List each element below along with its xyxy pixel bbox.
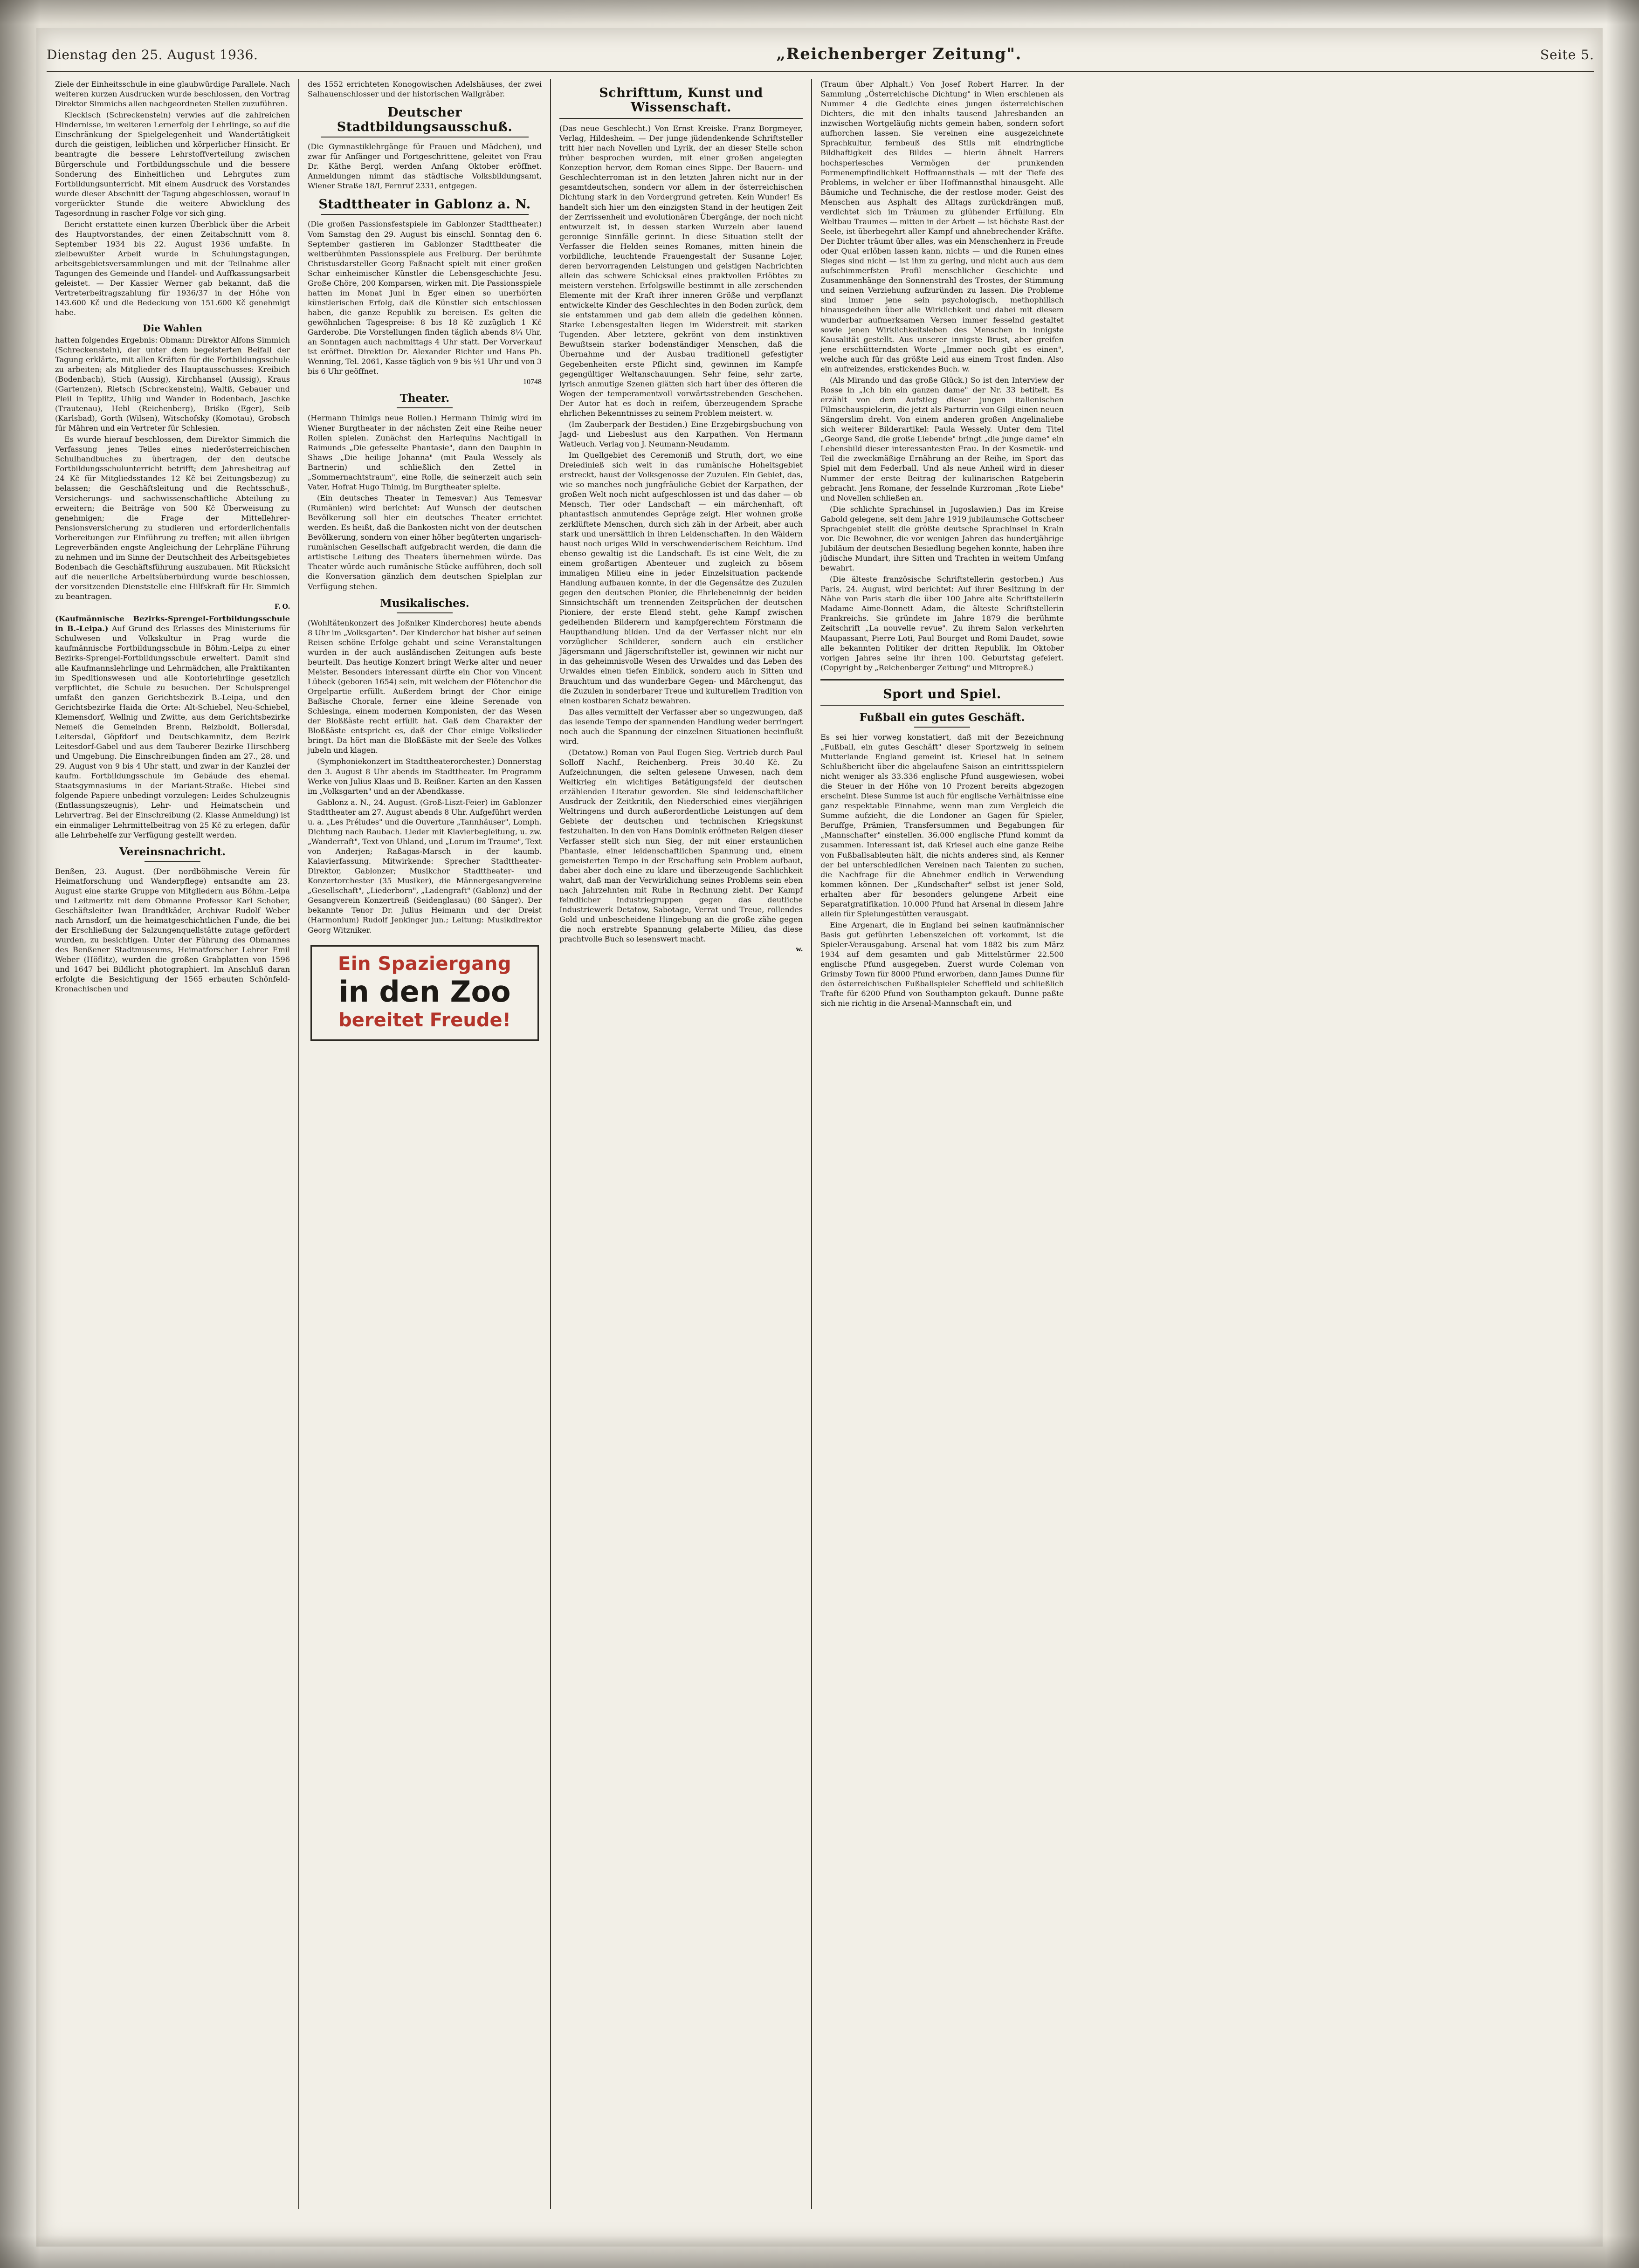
paragraph: (Im Zauberpark der Bestiden.) Eine Erzgebirgsbuchung von Jagd- und Liebeslust aus den Karpathen. Von Hermann Watleuch. Verlag von J. Neumann-Neudamm. (559, 419, 803, 448)
fussball-article-heading: Fußball ein gutes Geschäft. (859, 711, 1025, 724)
col1-wahlen (55, 335, 290, 602)
paragraph: Kleckisch (Schreckenstein) verwies auf die zahlreichen Hindernisse, im weiteren Lernerfolg der Lehrlinge, so auf die Einschränkung der Spielgelegenheit und Wandertätigkeit durch die geistigen, leiblichen und körperlicher Hinsicht. Er beantragte die bessere Lehrstoffverteilung zwischen Bürgerschule und Fortbildungsschule und die bessere Sonderung des Einheitlichen und Lehrgutes zum Fortbildungsunterricht. Mit einem Ausdruck des Vorstandes wurde dieser Abschnitt der Tagung abgeschlossen, worauf in vorgerückter Stunde die weitere Abwicklung des Tagesordnung in rascher Folge vor sich ging. (55, 110, 290, 218)
col3-body (559, 124, 803, 944)
paragraph: (Symphoniekonzert im Stadttheaterorchester.) Donnerstag den 3. August 8 Uhr abends im Stadttheater. Im Programm Werke von Julius Klaas und B. Reißner. Karten an den Kassen im „Volksgarten" und an der Abendkasse. (308, 757, 542, 796)
newspaper-title: „Reichenberger Zeitung". (776, 45, 1022, 63)
paragraph: (Detatow.) Roman von Paul Eugen Sieg. Vertrieb durch Paul Solloff Nachf., Reichenberg. Preis 30.40 Kč. Zu Aufzeichnungen, die selten gelesene Unwesen, nach dem Weltkrieg ein wichtiges Betätigungsfeld der deutschen erzählenden Literatur geworden. Sie sind leidenschaftlicher Ausdruck der Zeitkritik, den Niederschied eines vierjährigen Weltringens und durch außerordentliche Leistungen auf dem Gebiete der deutschen und technischen Kriegskunst festzuhalten. In den von Hans Dominik eröffneten Reigen dieser Verfasser stellt sich nun Sieg, der mit einer erstaunlichen Phantasie, einer leidenschaftlichen Spannung und, einem gemeisterten Tempo in der Erschaffung sein Problem aufbaut, dabei aber doch eine zu klare und überzeugende Sachlichkeit wahrt, daß man der Verwirklichung seines Problems sein eben nach Jahrzehnten mit Ruhe in Rechnung zieht. Der Kampf feindlicher Industriegruppen gegen das deutliche Industriewerk Detatow, Sabotage, Verrat und Treue, rollendes Gold und unbescheidene Hingebung an die große zähe gegen die noch erstrebte Spannung gelaberte Milieu, das diese prachtvolle Buch so lesenswert macht. (559, 748, 803, 944)
vereinsnachricht-heading: Vereinsnachricht. (119, 845, 226, 858)
sport-section-heading: Sport und Spiel. (883, 687, 1001, 701)
paragraph: Bericht erstattete einen kurzen Überblick über die Arbeit des Hauptvorstandes, der einen Zeitabschnitt vom 8. September 1934 bis 22. August 1936 umfaßte. In zielbewußter Arbeit wurde in Schulungstagungen, arbeitsgebietsversammlungen und mit der Teilnahme aller Tagungen des Gemeinde und Handel- und Auffkassungsarbeit geleistet. — Der Kassier Werner gab bekannt, daß die Vertreterbeitragszahlung für 1936/37 in der Höhe von 143.600 Kč und die Bedeckung von 151.600 Kč genehmigt habe. (55, 220, 290, 317)
scan-shadow-right (1606, 0, 1639, 2268)
paragraph: (Ein deutsches Theater in Temesvar.) Aus Temesvar (Rumänien) wird berichtet: Auf Wunsch der deutschen Bevölkerung soll hier ein deutsches Theater errichtet werden. Es heißt, daß die Bankosten nicht von der deutschen Bevölkerung, sondern von einer höher begüterten ungarisch-rumänischen Gesellschaft aufgebracht werden, die dann die artistische Leitung des Theaters übernehmen würde. Das Theater würde auch rumänische Stücke aufführen, doch soll die Konversation gänzlich dem deutschen Spielplan zur Verfügung stehen. (308, 493, 542, 591)
heading-rule (559, 118, 803, 119)
stadttheater-heading: Stadttheater in Gablonz a. N. (318, 197, 531, 212)
section-separator (820, 679, 1064, 680)
paragraph: Im Quellgebiet des Ceremoniß und Struth, dort, wo eine Dreiedinieß sich weit in das rumänische Hoheitsgebiet erstreckt, haust der Volksgenosse der Zuzulen. Ein Gebiet, das, wie so manches noch jungfräuliche Gebiet der Karpathen, der großen Welt noch nicht aufgeschlossen ist und das daher — ob Mensch, Tier oder Landschaft — ein märchenhaft, oft phantastisch anmutendes Gepräge zeigt. Hier wohnen große zerklüftete Menschen, durch sich zäh in der Arbeit, aber auch stark und unersättlich in ihren Leidenschaften. In den Wäldern haust noch uriges Wild in verschwenderischem Reichtum. Und ebenso gewaltig ist die Landschaft. Es ist eine Welt, die zu einem großartigen Abenteuer und zugleich zu bösem immaligen Milieu eine in jeder Einzelsituation packende Handlung aufbauen konnte, in der die Gegensätze des Zuzulen gegen den deutschen Pionier, die Ehrlebeneinnig der beiden Sinnsichtschäft um trennenden Zeitsprüchen der deutschen Pioniere, der erste Elend steht, gehe Kampf zwischen gedeihenden Bilderern und kampfgerechtem Förstmann die Haupthandlung bilden. Und da der Verfasser nicht nur ein vorzüglicher Schilderer, sondern auch ein erstlicher Jägersmann und Jägerschriftsteller ist, gewinnen wir nicht nur in das geheimnisvolle Wesen des Urwaldes und das Leben des Urwaldes einen tiefen Einblick, sondern auch in Sitten und Brauchtum und das wunderbare Gegen- und Märchengut, das die Zuzulen in sonderbarer Treue und kulturellem Tradition von einen kostbaren Schatz bewahren. (559, 451, 803, 705)
col4-sport-body (820, 732, 1064, 1009)
heading-rule (145, 861, 200, 862)
paragraph: Es wurde hierauf beschlossen, dem Direktor Simmich die Verfassung jenes Teiles eines niederösterreichischen Schulhandbuches zu übertragen, der den deutsche Fortbildungsschulunterricht betrifft; dem Jahresbeitrag auf 24 Kč für Mitgliedsstandes 12 Kč bei Zeitungsbezug) zu belassen; die Geschäftsleitung und die Rechtsschuß-, Versicherungs- und sachwissenschaftliche Abteilung zu erweitern; die Beiträge von 500 Kč Überweisung zu genehmigen; die Frage der Mittellehrer-Pensionsversicherung zu studieren und erforderlichenfalls Vorbereitungen zur Einführung zu treffen; mit allen übrigen Legreverbänden engste Angleichung der Lehrpläne Führung zu nehmen und im Sinne der Deutschheit des Arbeitsgebietes Bodenbach die Geschäftsführung auszubauen. Mit Rücksicht auf die neuerliche Arbeitsüberbürdung wurde beschlossen, der vorsitzenden Dienststelle eine Hilfskraft für Hr. Simmich zu beantragen. (55, 435, 290, 601)
col3-signature: w. (796, 945, 803, 954)
heading-rule (820, 705, 1064, 706)
masthead-rule (47, 71, 1594, 72)
heading-rule (321, 214, 529, 215)
ad-line-2: in den Zoo (338, 974, 511, 1009)
zoo-advertisement[interactable] (310, 945, 539, 1041)
heading-rule (397, 407, 453, 408)
paragraph: Benßen, 23. August. (Der nordböhmische Verein für Heimatforschung und Wanderpflege) entsandte am 23. August eine starke Gruppe von Mitgliedern aus Böhm.-Leipa und Leitmeritz mit dem Obmanne Professor Karl Schober, Geschäftsleiter Iwan Brandtkäder, Archivar Rudolf Weber nach Arnsdorf, um die heimatgeschichtlichen Funde, die bei der Erschließung der Salzungenquellstätte zutage gefördert wurden, zu besichtigen. Unter der Führung des Obmannes des Benßener Stadtmuseums, Heimatforscher Lehrer Emil Weber (Höflitz), wurden die großen Grabplatten von 1596 und 1647 bei Bildlicht photographiert. Im Anschluß daran erfolgte die Besichtigung der 1565 erbauten Schönfeld-Kronachischen und (55, 866, 290, 994)
kaufmaennisch-lead: (Kaufmännische Bezirks-Sprengel-Fortbildungsschule in B.-Leipa.) (55, 614, 290, 633)
paragraph: (Als Mirando und das große Glück.) So ist den Interview der Rosse in „Ich bin ein ganzen dame" der Nr. 33 betitelt. Es erzählt von dem Aufstieg dieser jungen italienischen Filmschauspielerin, die jetzt als Parturrin von Gilgi einen neuen Sängerslim dreht. Von einem anderen großen Angelinaliebe sich weiterer Bilderartikel: Paula Wessely. Unter dem Titel „George Sand, die große Liebende" bringt „die junge dame" ein Lebensbild dieser interessantesten Frau. In der Kosmetik- und Teil die zweckmäßige Ernährung an der Reihe, im Sport das Spiel mit dem Federball. Und als neue Anheil wird in dieser Nummer der erste Beitrag der kulinarischen Ratgeberin gebracht. Jens Romane, der fesselnde Kurzroman „Rote Liebe" und Novellen schließen an. (820, 375, 1064, 502)
issue-date: Dienstag den 25. August 1936. (47, 47, 258, 62)
wahlen-heading: Die Wahlen (143, 322, 202, 334)
paragraph: des 1552 errichteten Konogowischen Adelshäuses, der zwei Salhauenschlosser und der historischen Wallgräber. (308, 80, 542, 99)
col1-kaufmaennisch (55, 614, 290, 839)
musikalisches-heading: Musikalisches. (380, 597, 469, 610)
paragraph: Das alles vermittelt der Verfasser aber so ungezwungen, daß das lesende Tempo der spannenden Handlung weder berringert noch auch die Spannung der einzelnen Situationen beeinflußt wird. (559, 707, 803, 746)
paragraph: (Traum über Alphalt.) Von Josef Robert Harrer. In der Sammlung „Österreichische Dichtung" in Wien erschienen als Nummer 4 die Gedichte eines jungen österreichischen Dichters, die mit den inhalts tausend Jahresbanden an inzwischen Wortgeläufig nichts gemein haben, sondern sofort aufhorchen lassen. Sie vereinen eine ausgezeichnete Sprachkultur, fernbeuß des Stils mit eindringliche Bildhaftigkeit des Bildes — hierin ähnelt Harrers hochsperiesches Vermögen der prunkenden Formenempfindlichkeit Hoffmannsthals — mit der Tiefe des Problems, in welcher er über Hoffmannsthal hinausgeht. Alle Bäumiche und Technische, die der restlose moder. Geist des Menschen aus Asphalt des Alltags zurückdrängen muß, verdichtet sich im Träumen zu glühender Erfüllung. Ein Weltbau Traumes — mitten in der Arbeit — ist höchste Rast der Seele, ist überbegehrt aller Kampf und ahnebrechender Kräfte. Der Dichter träumt über alles, was ein Menschenherz in Freude oder Qual erlöben lassen kann, nichts — und die Runen eines Sieges sind nicht — ist ihm zu gering, und nicht auch aus dem aufschimmerfsten Profil menschlicher Geschichte und Zusammenhänge den Sonnenstrahl des Trostes, der Stimmung und seinen Verziehung aufzuründen zu lassen. Die Probleme sind immer jene sein psychologisch, methophilisch hinausgedeihen über alle Wirklichkeit und dabei mit diesem wunderbar aufmerksamen Versen immer fesselnd gestaltet sowie jenen Wirklichkeitsleben des Menschen in innigste Kausalität gestellt. Aus unserer innigste Brust, aber greifen jene erschütterndsten Worte „Immer noch gibt es einen", welche auch für das größte Leid aus einem Trost finden. Also ein aufreizendes, erstickendes Buch. w. (820, 80, 1064, 373)
wahlen-signature: F. O. (275, 603, 290, 611)
col2-musik (308, 618, 542, 935)
col4-body (820, 79, 1064, 673)
scan-shadow-left (0, 0, 40, 2268)
ad-line-3: bereitet Freude! (338, 1009, 511, 1031)
stadtbildungsausschuss-heading: Deutscher Stadtbildungsausschuß. (337, 105, 513, 135)
column-3 (550, 79, 811, 2209)
paragraph: (Die älteste französische Schriftstellerin gestorben.) Aus Paris, 24. August, wird berichtet: Auf ihrer Besitzung in der Nähe von Paris starb die über 100 Jahre alte Schriftstellerin Madame Aime-Bonnett Adam, die älteste Schriftstellerin Frankreichs. Sie gründete im Jahre 1879 die berühmte Zeitschrift „La nouvelle revue". Zu ihrem Salon verkehrten Maupassant, Pierre Loti, Paul Bourget und Romi Daudet, sowie alle bekannten Politiker der dritten Republik. Im Oktober vorigen Jahres seine ihr ihren 100. Geburtstag gefeiert. (Copyright by „Reichenberger Zeitung" und Mitropreß.) (820, 575, 1064, 672)
paragraph: hatten folgendes Ergebnis: Obmann: Direktor Alfons Simmich (Schreckenstein), der unter dem begeisterten Beifall der Tagung erklärte, mit allen Kräften für die Fortbildungsschule zu arbeiten; als Mitglieder des Hauptausschusses: Kreibich (Bodenbach), Stich (Aussig), Kirchhansel (Aussig), Kraus (Gartenzen), Rietsch (Schreckenstein), Waltß, Gebauer und Pleil in Teplitz, Uhlig und Wander in Bodenbach, Jaschke (Trautenau), Hebl (Reichenberg), Briśko (Eger), Seib (Karlsbad), Gorth (Wilsen), Witschofsky (Komotau), Grobsch für Mähren und ein Vertreter für Schlesien. (55, 335, 290, 433)
col1-verein (55, 866, 290, 994)
paragraph: (Die Gymnastiklehrgänge für Frauen und Mädchen), und zwar für Anfänger und Fortgeschrittene, geleitet von Frau Dr. Käthe Bergl, werden Anfang Oktober eröffnet. Anmeldungen nimmt das städtische Volksbildungsamt, Wiener Straße 18/I, Fernruf 2331, entgegen. (308, 142, 542, 191)
paragraph: (Hermann Thimigs neue Rollen.) Hermann Thimig wird im Wiener Burgtheater in der nächsten Zeit eine Reihe neuer Rollen spielen. Zunächst den Harlequins Nachtigall in Raimunds „Die gefesselte Phantasie", dann den Dauphin in Shaws „Die heilige Johanna" (mit Paula Wessely als Bartnerin) und schließlich den Zettel in „Sommernachtstraum", eine Rolle, die seinerzeit auch sein Vater, Hofrat Hugo Thimig, im Burgtheater spielte. (308, 413, 542, 491)
column-2 (298, 79, 550, 2209)
col2-theater (308, 413, 542, 591)
paragraph: Ziele der Einheitsschule in eine glaubwürdige Parallele. Nach weiteren kurzen Ausdrucken wurde beschlossen, den Vortrag Direktor Simmichs allen nachgeordneten Stellen zuzuführen. (55, 80, 290, 109)
schrifttum-section-heading: Schrifttum, Kunst und Wissenschaft. (599, 86, 763, 115)
paragraph: Es sei hier vorweg konstatiert, daß mit der Bezeichnung „Fußball, ein gutes Geschäft" dieser Sportzweig in seinem Mutterlande England gemeint ist. Kriesel hat in seinem Schlußbericht über die abgelaufene Saison an eintrittsspielern nicht weniger als 33.336 englische Pfund ausgewiesen, wobei die Steuer in der Höhe von 10 Prozent bereits abgezogen erscheint. Diese Summe ist auch für englische Verhältnisse eine ganz respektable Einnahme, wenn man zum Vergleich die Summe aufzieht, die die Londoner an Gagen für Spieler, Beruffge, Prämien, Transfersummen und Begabungen für „Mannschafter" einstellen. 36.000 englische Pfund kommt da zusammen. Interessant ist, daß Kriesel auch eine ganze Reihe von Fußballsableuten hält, die nichts anderes sind, als Kenner der bei unterschiedlichen Vereinen nach Talenten zu suchen, die Nachfrage für die Abnehmer endlich in Verwendung kommen können. Der „Kundschafter" selbst ist jener Sold, erhalten aber für besonders gelungene Arbeit eine Separatgratifikation. 10.000 Pfund hat Arsenal in diesem Jahre allein für Spielungestütten verausgabt. (820, 732, 1064, 918)
paragraph: Eine Argenart, die in England bei seinen kaufmännischer Basis gut geführten Lebenszeichen oft vorkommt, ist die Spieler-Verausgabung. Arsenal hat vom 1882 bis zum März 1934 auf dem gesamten und gab Mittelstürmer 22.500 englische Pfund ausgegeben. Zuerst wurde Coleman von Grimsby Town für 8000 Pfund erworben, dann James Dunne für den österreichischen Fußballspieler Scheffield und schließlich Trafte für 6200 Pfund von Southampton gekauft. Dunne paßte sich nie richtig in die Arsenal-Mannschaft ein, und (820, 920, 1064, 1008)
kaufmaennisch-body: Auf Grund des Erlasses des Ministeriums für Schulwesen und Volkskultur in Prag wurde die kaufmännische Fortbildungsschule in Böhm.-Leipa zu einer Bezirks-Sprengel-Fortbildungsschule erweitert. Damit sind alle Kaufmannslehrlinge und Lehrmädchen, alle Praktikanten im Speditionswesen und alle Kontorlehrlinge gesetzlich verpflichtet, die Schule zu besuchen. Der Schulsprengel umfaßt den ganzen Gerichtsbezirk B.-Leipa, und den Gerichtsbezirke Haida die Orte: Alt-Schiebel, Neu-Schiebel, Klemensdorf, Wellnig und Zwitte, aus dem Gerichtsbezirke Nemeß die Gemeinden Brenn, Reizboldt, Bollersdal, Leitersdal, Göpfdorf und Deutschkamnitz, dem Bezirk Leitesdorf-Gabel und aus dem Tauberer Bezirke Hirschberg und Umgebung. Die Einschreibungen finden am 27., 28. und 29. August von 9 bis 4 Uhr statt, und zwar in der Kanzlei der kaufm. Fortbildungsschule im Gebäude des ehemal. Staatsgymnasiums in der Mariant-Straße. Hiebei sind folgende Papiere unbedingt vorzulegen: Leides Schulzeugnis (Entlassungszeugnis), Lehr- und Heimatschein und Lehrvertrag. Bei der Einschreibung (2. Klasse Anmeldung) ist ein einmaliger Lehrmittelbeitrag von 25 Kč zu erlegen, dafür alle Lehrbehelfe zur Verfügung gestellt werden. (55, 624, 290, 839)
col2-stadttheater (308, 219, 542, 376)
advert-number: 10748 (523, 378, 542, 386)
column-grid (47, 79, 1594, 2209)
heading-rule (914, 727, 970, 728)
theater-heading: Theater. (399, 392, 450, 405)
paragraph: Gablonz a. N., 24. August. (Groß-Liszt-Feier) im Gablonzer Stadttheater am 27. August abends 8 Uhr. Aufgeführt werden u. a. „Les Préludes" und die Ouverture „Tannhäuser", Lomph. Dichtung nach Raubach. Lieder mit Klavierbegleitung, u. zw. „Wanderraft", Text von Uhland, und „Lorum im Traume", Text von Anderjen; Raßagas-Marsch in der kaumb. Kalavierfassung. Mitwirkende: Sprecher Stadttheater-Direktor, Gablonzer; Musikchor Stadttheater- und Konzertorchester (35 Musiker), die Männergesangvereine „Gesellschaft", „Liederborn", „Ladengraft" (Gablonz) und der Gesangverein Konzertreiß (Seidenglasau) (80 Sänger). Der bekannte Tenor Dr. Julius Heimann und der Dreist (Harmonium) Rudolf Jenkinger jun.; Leitung: Musikdirektor Georg Witzniker. (308, 797, 542, 935)
column-4 (811, 79, 1072, 2209)
paragraph: (Die großen Passionsfestspiele im Gablonzer Stadttheater.) Vom Samstag den 29. August bis einschl. Sonntag den 6. September gastieren im Gablonzer Stadttheater die weltberühmten Passionsspiele aus Freiburg. Der berühmte Christusdarsteller Georg Faßnacht spielt mit einer großen Schar einheimischer Künstler die Lebensgeschichte Jesu. Große Chöre, 200 Komparsen, wirken mit. Die Passionsspiele hatten im Monat Juni in Eger einen so unerhörten künstlerischen Erfolg, daß die Künstler sich entschlossen haben, die ganze Republik zu bereisen. Es gelten die gewöhnlichen Tagespreise: 8 bis 18 Kč zuzüglich 1 Kč Garderobe. Die Vorstellungen finden täglich abends 8¼ Uhr, an Sonntagen auch nachmittags 4 Uhr statt. Der Vorverkauf ist eröffnet. Direktion Dr. Alexander Richter und Hans Ph. Wenning, Tel. 2061, Kasse täglich von 9 bis ½1 Uhr und von 3 bis 6 Uhr geöffnet. (308, 220, 542, 376)
column-1 (47, 79, 298, 2209)
paragraph: (Die schlichte Sprachinsel in Jugoslawien.) Das im Kreise Gabold gelegene, seit dem Jahre 1919 jubilaumsche Gottscheer Sprachgebiet stellt die größte deutsche Sprachinsel in Krain vor. Die Bewohner, die vor wenigen Jahren das hundertjährige Jubiläum der deutschen Besiedlung begehen konnte, haben ihre jüdische Mundart, ihre Sitten und Trachten in weitem Umfang bewahrt. (820, 504, 1064, 573)
col2-stadtbildung (308, 142, 542, 191)
col2-intro (308, 79, 542, 99)
masthead (47, 45, 1594, 73)
heading-rule (397, 612, 453, 613)
col1-intro (55, 79, 290, 318)
paragraph: (Wohltätenkonzert des Joßniker Kinderchores) heute abends 8 Uhr im „Volksgarten". Der Kinderchor hat bisher auf seinen Reisen schöne Erfolge gehabt und seine Veranstaltungen wurden in der auch ausländischen Zeitungen aufs beste beurteilt. Das heutige Konzert bringt Werke alter und neuer Meister. Besonders interessant dürfte ein Chor von Vincent Lübeck (geboren 1654) sein, mit welchem der Flötenchor die Orgelpartie erfüllt. Außerdem bringt der Chor einige Baßische Chorale, ferner eine kleine Serenade von Schlesinga, einem modernen Komponisten, der das Wesen der Bloßßäste recht erfüllt hat. Gaß dem Charakter der Bloßßäste entspricht es, daß der Chor einige Volkslieder bringt. Da hört man die Bloßßäste mit der Seele des Volkes jubeln und klagen. (308, 618, 542, 755)
ad-line-1: Ein Spaziergang (338, 953, 511, 975)
scan-shadow-top (0, 0, 1639, 24)
page-number: Seite 5. (1540, 47, 1594, 62)
paragraph: (Das neue Geschlecht.) Von Ernst Kreiske. Franz Borgmeyer, Verlag, Hildesheim. — Der junge jüdendenkende Schriftsteller tritt hier nach Novellen und Lyrik, der an dieser Stelle schon früher besprochen wurden, mit einer großen angelegten Konzeption hervor, dem Roman eines Sippe. Der Bauern- und Geschlechterroman ist in den letzten Jahren nicht nur in der gesamtdeutschen, sondern vor allem in der österreichischen Dichtung stark in den Vordergrund getreten. Kein Wunder! Es handelt sich hier um den einzigsten Stand in der heutigen Zeit der Zerrissenheit und evolutionären Übergänge, der noch nicht entwurzelt ist, in dessen starken Wurzeln aber lauend geronnige Sinnfälle gerinnt. In diese Situation stellt der Verfasser die Helden seines Romanes, mitten hinein die vorbildliche, leuchtende Frauengestalt der Susanne Lojer, deren hervorragenden Leistungen und geistigen Nachrichten allein das schwere Schicksal eines praktvollen Erlöbtes zu meistern verstehen. Erfolgswille bestimmt in alle zerschenden Elemente mit der Kraft ihrer inneren Größe und verpflanzt entwickelte Kinder des Geschlechtes in den Boden zurück, dem sie entstammen und gab dem allein die gedeihen können. Starke Lebensgestalten liegen im Widerstreit mit starken Tugenden. Aber letztere, gekrönt von dem instinktiven Bewußtsein starker bodenständiger Menschen, daß die Übernahme und der Ausbau traditionell gefestigter Gegebenheiten erste Pflicht sind, gewinnen im Kampfe gegengültiger Weltanschauungen. Sehr feine, sehr zarte, lyrisch anmutige Szenen glätten sich hart über des öfteren die Wogen der temperamentvoll vorwärtsstrebenden Geschehen. Der Autor hat es doch in reifem, überzeugendem Sprache ehrlichen Bekenntnisses zu seinem Problem meistert. w. (559, 124, 803, 418)
